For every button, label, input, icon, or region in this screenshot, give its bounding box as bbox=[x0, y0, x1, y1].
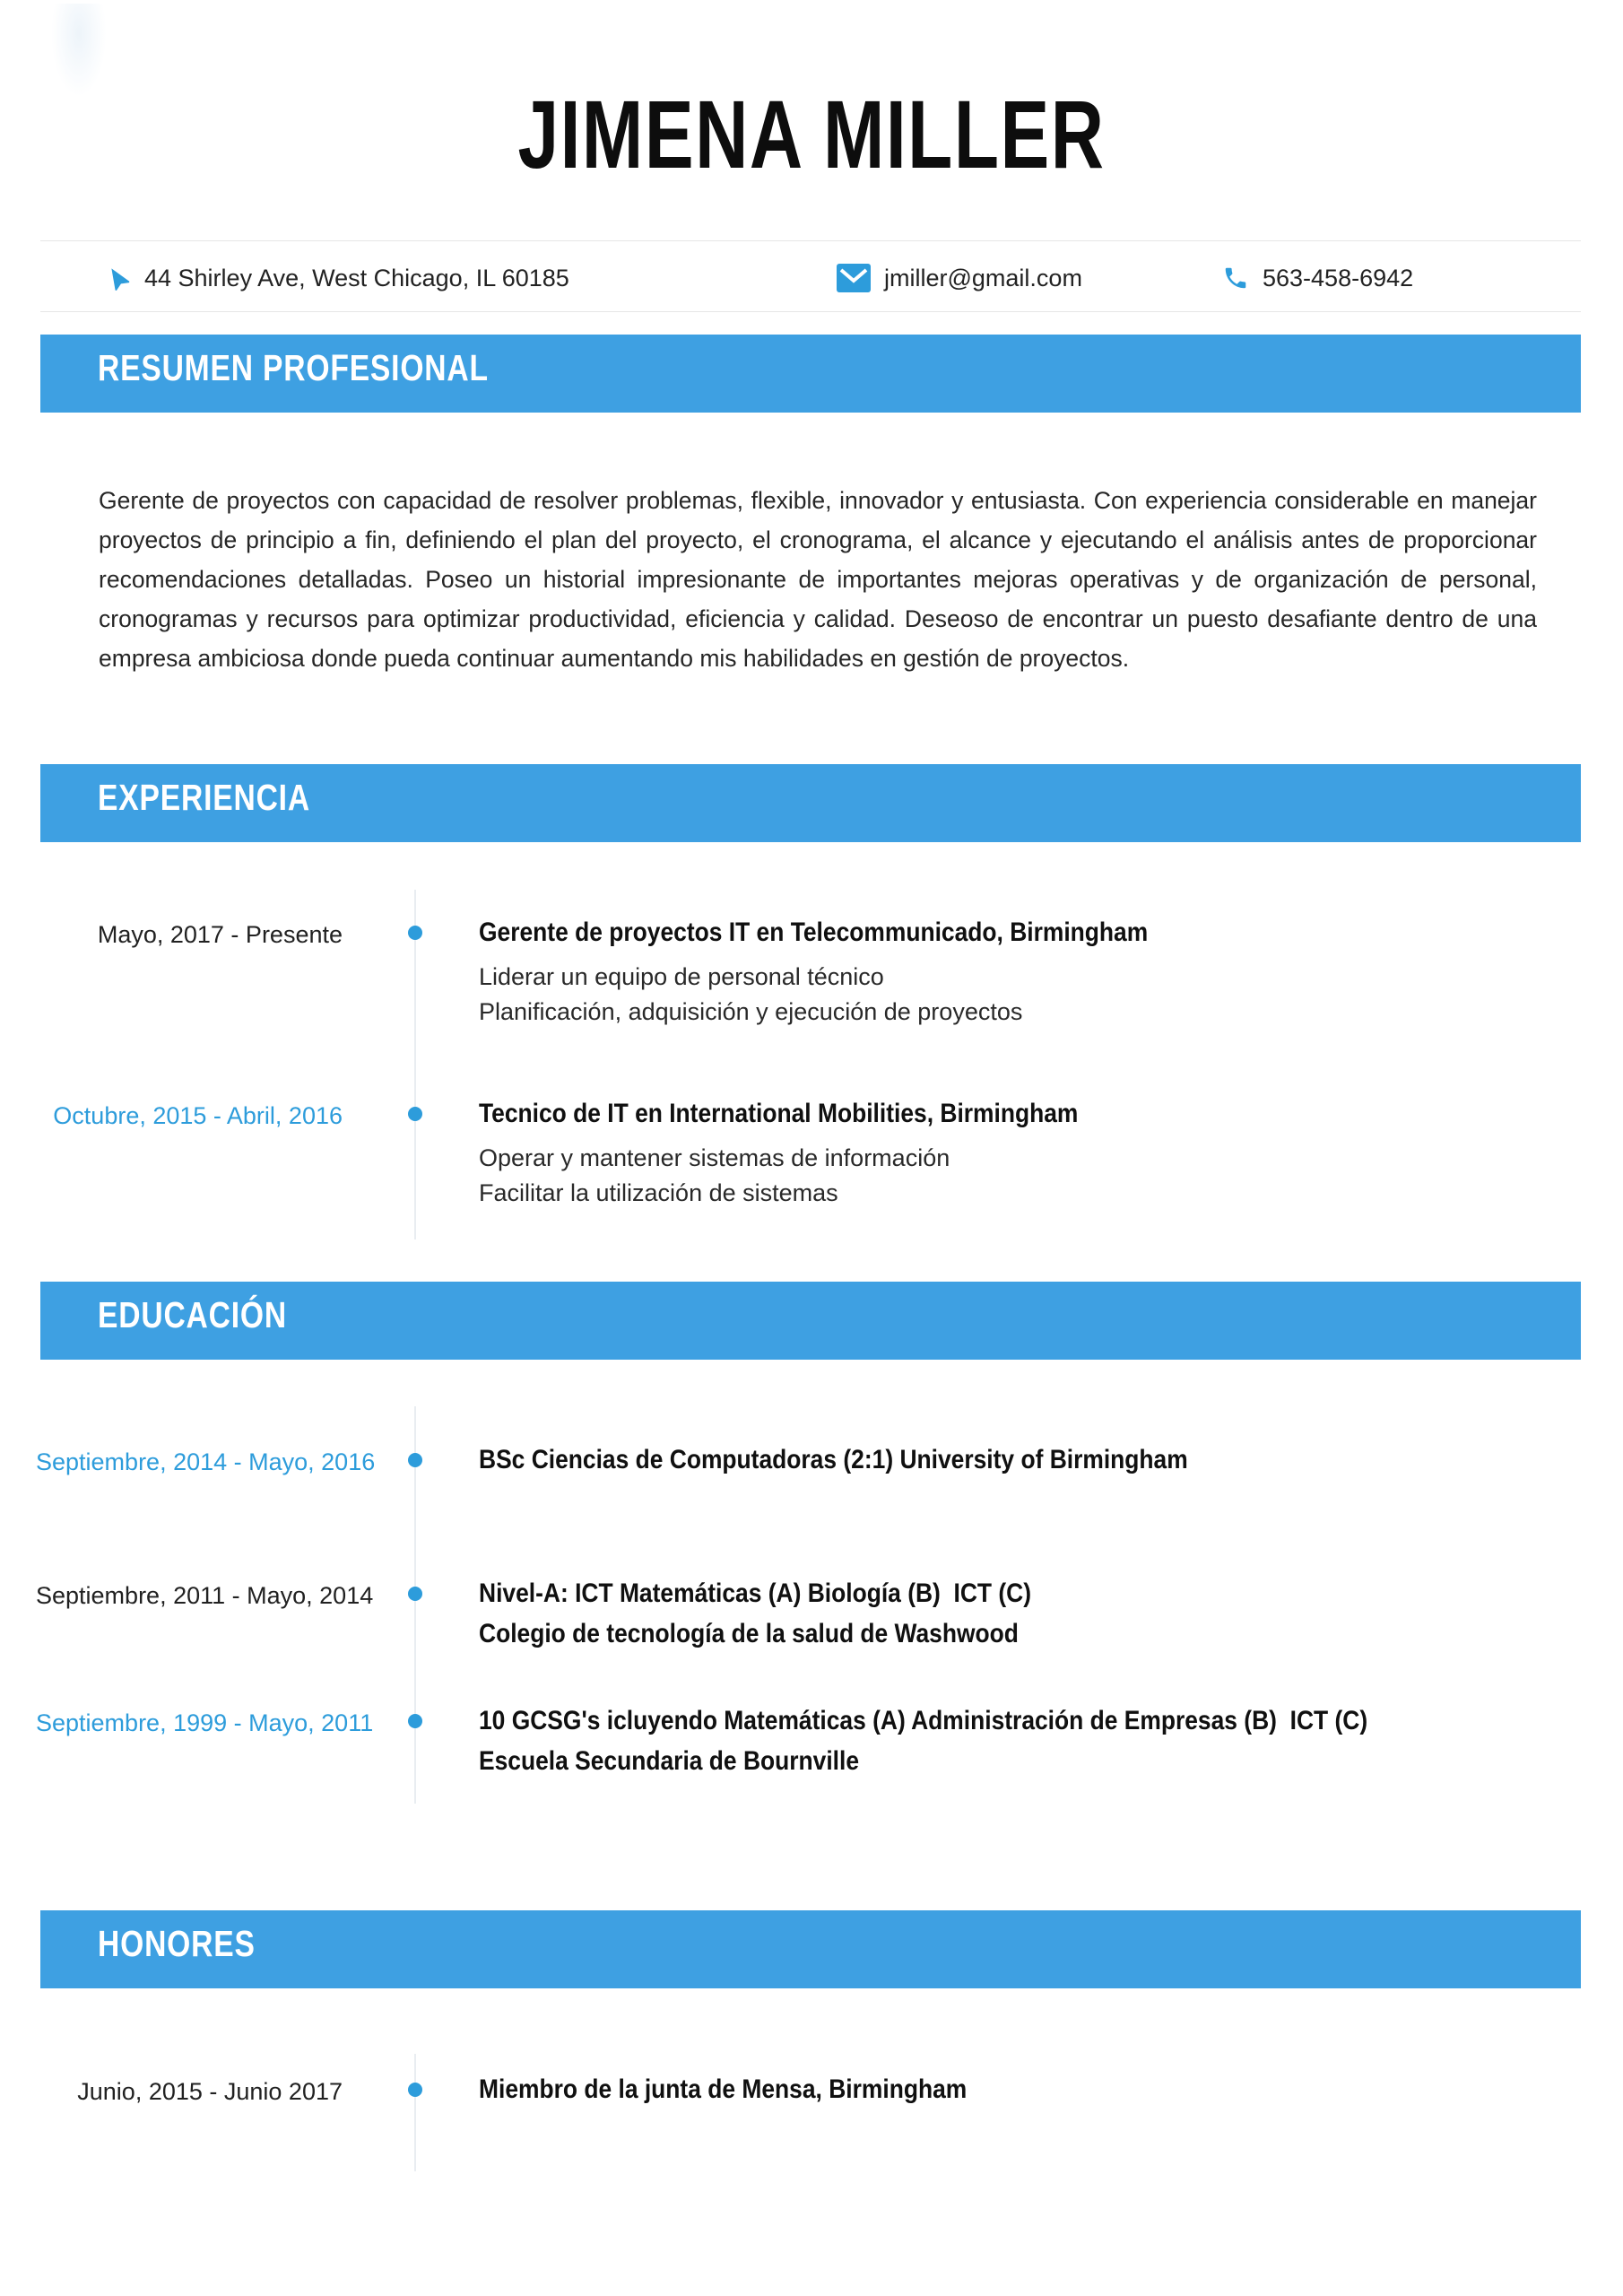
entry-detail: Liderar un equipo de personal técnico bbox=[479, 963, 884, 990]
experience-entry bbox=[0, 1098, 1623, 1207]
section-title-honors: HONORES bbox=[98, 1923, 256, 1964]
entry-title: BSc Ciencias de Computadoras (2:1) University of Birmingham bbox=[479, 1445, 1188, 1474]
entry-date: Septiembre, 2011 - Mayo, 2014 bbox=[36, 1582, 374, 1609]
timeline-line-honors bbox=[414, 2054, 416, 2171]
education-entry bbox=[0, 1578, 1623, 1648]
timeline-dot bbox=[408, 1107, 422, 1121]
contact-bar bbox=[0, 253, 1623, 303]
timeline-dot bbox=[408, 1453, 422, 1467]
navigation-arrow-icon bbox=[104, 265, 131, 291]
honors-entry bbox=[0, 2074, 1623, 2106]
entry-detail: Operar y mantener sistemas de información bbox=[479, 1144, 950, 1171]
entry-school: Escuela Secundaria de Bournville bbox=[479, 1746, 860, 1776]
section-title-education: EDUCACIÓN bbox=[98, 1294, 287, 1335]
contact-email bbox=[837, 253, 1082, 303]
timeline-dot bbox=[408, 926, 422, 940]
entry-title: 10 GCSG's icluyendo Matemáticas (A) Administración de Empresas (B) ICT (C) bbox=[479, 1706, 1368, 1735]
entry-title: Miembro de la junta de Mensa, Birmingham bbox=[479, 2074, 968, 2104]
timeline-dot bbox=[408, 2083, 422, 2097]
entry-title: Nivel-A: ICT Matemáticas (A) Biología (B) ICT (C) bbox=[479, 1578, 1032, 1608]
contact-address-text: 44 Shirley Ave, West Chicago, IL 60185 bbox=[144, 264, 569, 291]
summary-paragraph: Gerente de proyectos con capacidad de resolver problemas, flexible, innovador y entusiasta. Con experiencia considerable en manejar proyectos de principio a fin, definiendo el plan del proyecto, el cronograma, el alcance y ejecutando el análisis antes de proporcionar recomendaciones detalladas. Poseo un historial impresionante de importantes mejoras operativas y de organización de personal, cronogramas y recursos para optimizar productividad, eficiencia y calidad. Deseoso de encontrar un puesto desafiante dentro de una empresa ambiciosa donde pueda continuar aumentando mis habilidades en gestión de proyectos. bbox=[99, 487, 1537, 672]
timeline-dot bbox=[408, 1714, 422, 1728]
contact-phone-text: 563-458-6942 bbox=[1263, 264, 1414, 291]
entry-date: Octubre, 2015 - Abril, 2016 bbox=[53, 1102, 343, 1129]
entry-title: Tecnico de IT en International Mobilities, Birmingham bbox=[479, 1099, 1079, 1128]
entry-detail: Facilitar la utilización de sistemas bbox=[479, 1179, 838, 1206]
section-title-summary: RESUMEN PROFESIONAL bbox=[98, 347, 489, 388]
divider-bottom bbox=[40, 311, 1581, 312]
person-name: JIMENA MILLER bbox=[517, 80, 1106, 188]
entry-date: Septiembre, 1999 - Mayo, 2011 bbox=[36, 1709, 374, 1736]
entry-date: Mayo, 2017 - Presente bbox=[97, 921, 343, 948]
education-entry bbox=[0, 1705, 1623, 1776]
contact-address bbox=[104, 253, 569, 303]
experience-entry bbox=[0, 917, 1623, 1026]
section-banner-experience bbox=[40, 764, 1581, 842]
phone-handset-icon bbox=[1222, 265, 1249, 291]
contact-email-text: jmiller@gmail.com bbox=[884, 264, 1082, 291]
entry-date: Junio, 2015 - Junio 2017 bbox=[77, 2078, 343, 2105]
entry-date: Septiembre, 2014 - Mayo, 2016 bbox=[36, 1448, 376, 1475]
entry-detail: Planificación, adquisición y ejecución de proyectos bbox=[479, 998, 1023, 1025]
education-entry bbox=[0, 1444, 1623, 1476]
envelope-icon bbox=[837, 264, 871, 292]
section-banner-education bbox=[40, 1282, 1581, 1360]
timeline-dot bbox=[408, 1587, 422, 1601]
entry-school: Colegio de tecnología de la salud de Washwood bbox=[479, 1619, 1019, 1648]
watermark-logo bbox=[51, 4, 107, 97]
entry-title: Gerente de proyectos IT en Telecommunicado, Birmingham bbox=[479, 918, 1149, 947]
divider-top bbox=[40, 240, 1581, 241]
section-banner-honors bbox=[40, 1910, 1581, 1988]
section-title-experience: EXPERIENCIA bbox=[98, 777, 310, 818]
section-banner-summary bbox=[40, 335, 1581, 413]
contact-phone bbox=[1222, 253, 1413, 303]
